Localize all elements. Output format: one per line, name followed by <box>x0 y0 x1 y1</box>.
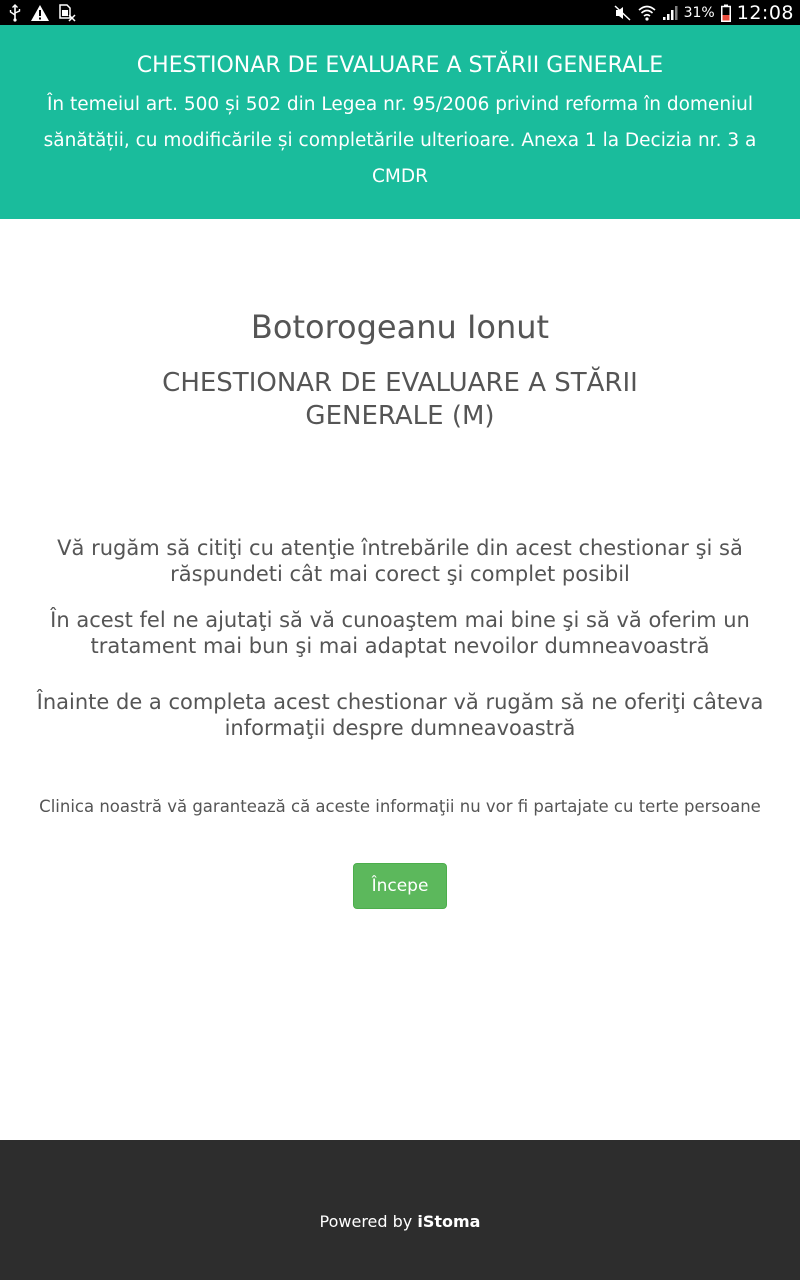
battery-icon <box>721 4 731 22</box>
warning-icon <box>30 4 50 22</box>
form-title: CHESTIONAR DE EVALUARE A STĂRII GENERALE (M) <box>162 368 638 431</box>
sim-off-icon <box>58 4 76 22</box>
powered-by-label: Powered by <box>319 1212 418 1231</box>
questionnaire-intro <box>0 219 800 1140</box>
intro-paragraph-1: Vă rugăm să citiţi cu atenţie întrebările din acest chestionar şi să răspundeti cât mai corect şi complet posibil <box>57 536 743 586</box>
status-system <box>614 2 794 24</box>
battery-percent: 31% <box>683 4 715 21</box>
header-title: CHESTIONAR DE EVALUARE A STĂRII GENERALE <box>136 53 664 78</box>
signal-icon <box>662 5 678 21</box>
status-bar <box>0 0 800 25</box>
clock: 12:08 <box>736 1 794 24</box>
mute-icon <box>614 5 632 21</box>
privacy-note: Clinica noastră vă garantează că aceste informaţii nu vor fi partajate cu terte persoane <box>39 797 761 816</box>
page-footer <box>0 1140 800 1280</box>
header-legal-notice: În temeiul art. 500 și 502 din Legea nr. 95/2006 privind reforma în domeniul sănătății, cu modificările și completările ulterioare. Anexa 1 la Decizia nr. 3 a CMDR <box>43 94 757 187</box>
patient-name: Botorogeanu Ionut <box>250 308 550 346</box>
powered-by <box>0 1212 800 1232</box>
wifi-icon <box>638 5 656 21</box>
intro-paragraph-2: În acest fel ne ajutaţi să vă cunoaştem mai bine şi să vă oferim un tratament mai bun şi mai adaptat nevoilor dumneavoastră <box>50 608 750 658</box>
status-notifications <box>8 4 76 22</box>
brand-link[interactable]: iStoma <box>417 1212 481 1231</box>
usb-icon <box>8 4 22 22</box>
intro-paragraph-3: Înainte de a completa acest chestionar vă rugăm să ne oferiţi câteva informaţii despre dumneavoastră <box>36 690 764 740</box>
start-button[interactable]: Începe <box>353 863 447 909</box>
page-header <box>0 25 800 219</box>
